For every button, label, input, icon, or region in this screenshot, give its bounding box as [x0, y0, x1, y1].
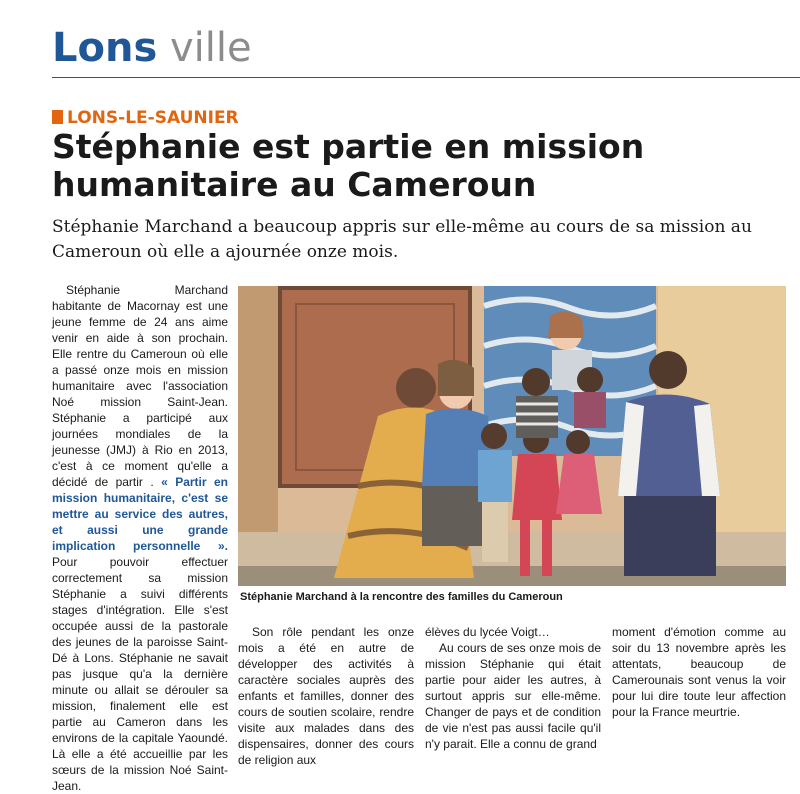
masthead-brand: Lons: [52, 25, 158, 71]
article-column-3: [425, 624, 601, 752]
column-4-paragraph: moment d'émotion comme au soir du 13 novembre après les attentats, beaucoup de Camerounais sont venus la voir pour lui dire toute leur affection pour la France meurtrie.: [612, 625, 786, 719]
kicker-label: LONS-LE-SAUNIER: [67, 108, 239, 128]
headline: Stéphanie est partie en mission humanitaire au Cameroun: [52, 127, 645, 204]
column-1-continuation: Pour pouvoir effectuer correctement sa mission Stéphanie a suivi différents stages d'intégration. Elle s'est occupée aussi de la pastorale des jeunes de la paroisse Saint-Dé à Lons. Stéphanie ne savait pas jusque qu'a la dernière minute ou allait se dérouler sa mission, finalement elle est partie au Cameron dans les environs de la capitale Yaoundé. Là elle a été accueillie par les sœurs de la mission Noé Saint-Jean.: [52, 555, 228, 793]
column-3-paragraph: Au cours de ses onze mois de mission Stéphanie qui était partie pour aider les autres, à surtout appris sur elle-même. Changer de pays et de condition de vie n'est pas aussi facile qu'il n'y parait. Elle a connu de grand: [425, 641, 601, 751]
photo-illustration: [238, 286, 786, 586]
article-column-2: [238, 624, 414, 768]
masthead: [52, 22, 252, 74]
standfirst: Stéphanie Marchand a beaucoup appris sur elle-même au cours de sa mission au Cameroun où elle a ajournée onze mois.: [52, 217, 752, 262]
kicker-square-icon: [52, 110, 63, 124]
masthead-section: ville: [169, 25, 252, 71]
photo-caption: Stéphanie Marchand à la rencontre des familles du Cameroun: [240, 591, 563, 603]
column-1-intro: Stéphanie Marchand habitante de Macornay est une jeune femme de 24 ans aime venir en aide à son prochain. Elle rentre du Cameroun où elle a passé onze mois en mission humanitaire avec l'association Noé mission Saint-Jean. Stéphanie a participé aux journées mondiales de la jeunesse (JMJ) à Rio en 2013, c'est à ce moment qu'elle a décidé de partir .: [52, 283, 228, 489]
column-2-paragraph: Son rôle pendant les onze mois a été en autre de développer des activités à caractère sociales auprès des enfants et familles, donner des cours de soutien scolaire, rendre visite aux malades dans des dispensaires, donner des cours de religion aux: [238, 625, 414, 767]
column-1-paragraph: [52, 282, 228, 794]
masthead-rule: [52, 77, 800, 78]
column-3-lead: élèves du lycée Voigt…: [425, 625, 550, 639]
article-column-4: [612, 624, 786, 720]
kicker: [52, 107, 239, 129]
article-column-1: [52, 282, 228, 794]
article-photo: [238, 286, 786, 586]
pull-quote: « Partir en mission humanitaire, c'est se mettre au service des autres, et aussi une grande implication personnelle ».: [52, 475, 228, 553]
